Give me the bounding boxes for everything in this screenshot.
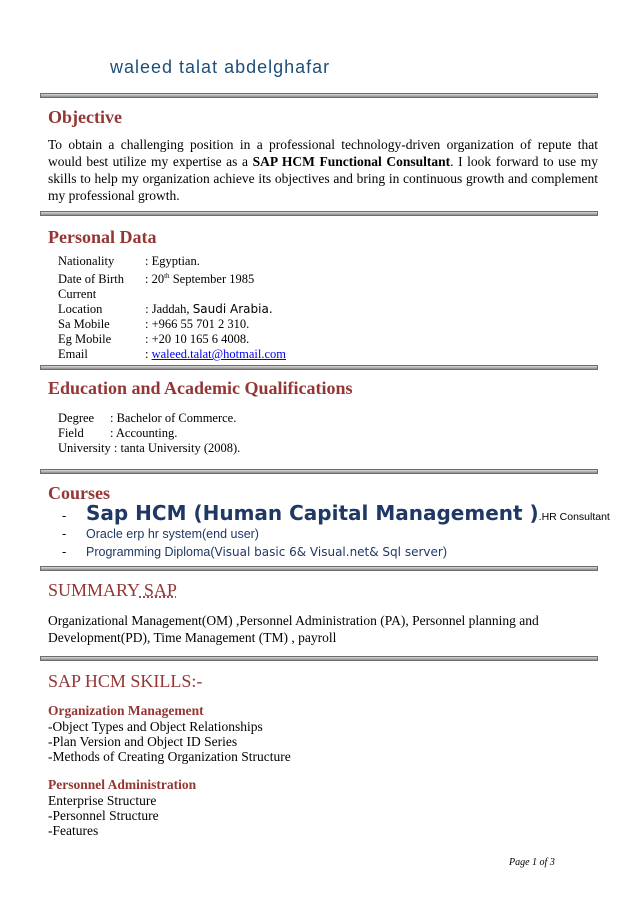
personal-data-list — [58, 254, 286, 362]
objective-text — [48, 136, 598, 204]
location-label: Current Location — [58, 287, 103, 317]
location-city: Saudi Arabia. — [192, 302, 273, 317]
dob-sup: th — [164, 272, 170, 280]
skills-heading: SAP HCM SKILLS:- — [48, 671, 203, 691]
education-list — [58, 411, 240, 456]
section-divider — [40, 566, 598, 571]
summary-text: Organizational Management(OM) ,Personnel Administration (PA), Personnel planning and Development(PD), Time Management (TM) , payroll — [48, 613, 539, 645]
personal-data-heading: Personal Data — [48, 227, 157, 247]
course-item — [62, 501, 610, 525]
course-item — [62, 526, 610, 541]
education-heading: Education and Academic Qualifications — [48, 378, 353, 398]
email-prefix: : — [145, 347, 152, 362]
course-sap-hcm-note: .HR Consultant — [538, 511, 610, 523]
skill-item: Enterprise Structure — [48, 793, 157, 808]
section-divider — [40, 656, 598, 661]
course-item — [62, 544, 610, 559]
bullet-dash: - — [62, 526, 67, 541]
summary-heading — [48, 580, 177, 601]
course-programming-detail: Visual basic 6& Visual.net& Sql server — [214, 545, 443, 559]
objective-highlight: SAP HCM Functional Consultant — [252, 154, 451, 169]
eg-mobile-label: Eg Mobile — [58, 332, 112, 347]
section-divider — [40, 365, 598, 370]
course-sap-hcm: Sap HCM (Human Capital Management ) — [86, 501, 539, 525]
email-link[interactable]: waleed.talat@hotmail.com — [151, 347, 286, 362]
page-number: Page 1 of 3 — [509, 857, 555, 868]
nationality-label: Nationality — [58, 254, 115, 268]
skill-item: -Personnel Structure — [48, 808, 159, 823]
course-programming-prefix: Programming Diploma( — [86, 545, 215, 559]
email-label: Email — [58, 347, 88, 362]
bullet-dash: - — [62, 544, 67, 559]
summary-title-b: SAP — [139, 580, 177, 600]
skill-item: -Features — [48, 823, 99, 838]
candidate-name: waleed talat abdelghafar — [110, 57, 331, 77]
dob-label: Date of Birth — [58, 272, 124, 287]
field-value: : Accounting. — [110, 426, 178, 440]
eg-mobile-value: : +20 10 165 6 4008. — [145, 332, 250, 347]
university-label: University — [58, 441, 111, 455]
sa-mobile-value: : +966 55 701 2 310. — [145, 317, 250, 332]
section-divider — [40, 469, 598, 474]
summary-title-a: SUMMARY — [48, 580, 140, 600]
degree-value: : Bachelor of Commerce. — [110, 411, 237, 425]
location-prefix: : Jaddah, — [142, 302, 193, 317]
org-management-title: Organization Management — [48, 703, 204, 718]
field-label: Field — [58, 426, 84, 440]
courses-heading: Courses — [48, 483, 110, 503]
skill-item: -Methods of Creating Organization Structure — [48, 749, 291, 764]
objective-heading: Objective — [48, 107, 122, 127]
bullet-dash: - — [62, 508, 67, 523]
section-divider — [40, 93, 598, 98]
degree-label: Degree — [58, 411, 95, 425]
skill-item: -Plan Version and Object ID Series — [48, 734, 238, 749]
skill-item: -Object Types and Object Relationships — [48, 719, 263, 734]
section-divider — [40, 211, 598, 216]
personnel-admin-title: Personnel Administration — [48, 777, 197, 792]
dob-suffix: September 1985 — [169, 272, 255, 287]
course-oracle: Oracle erp hr system(end user) — [86, 527, 259, 541]
university-value: : tanta University (2008). — [113, 441, 241, 455]
sa-mobile-label: Sa Mobile — [58, 317, 110, 332]
courses-list — [62, 501, 610, 559]
org-management-list — [48, 719, 291, 764]
objective-text-before: To obtain a challenging position in a professional technology-driven organization of repute that would best utilize my expertise as a — [48, 137, 598, 169]
dob-prefix: : 20 — [145, 272, 165, 287]
course-programming-suffix: ) — [442, 545, 447, 559]
nationality-value: : Egyptian. — [145, 254, 200, 268]
personnel-admin-list — [48, 793, 159, 838]
objective-text-after: . I look forward to use my skills to help my organization achieve its objectives and bring in continuous growth and complement my professional growth. — [48, 154, 598, 203]
